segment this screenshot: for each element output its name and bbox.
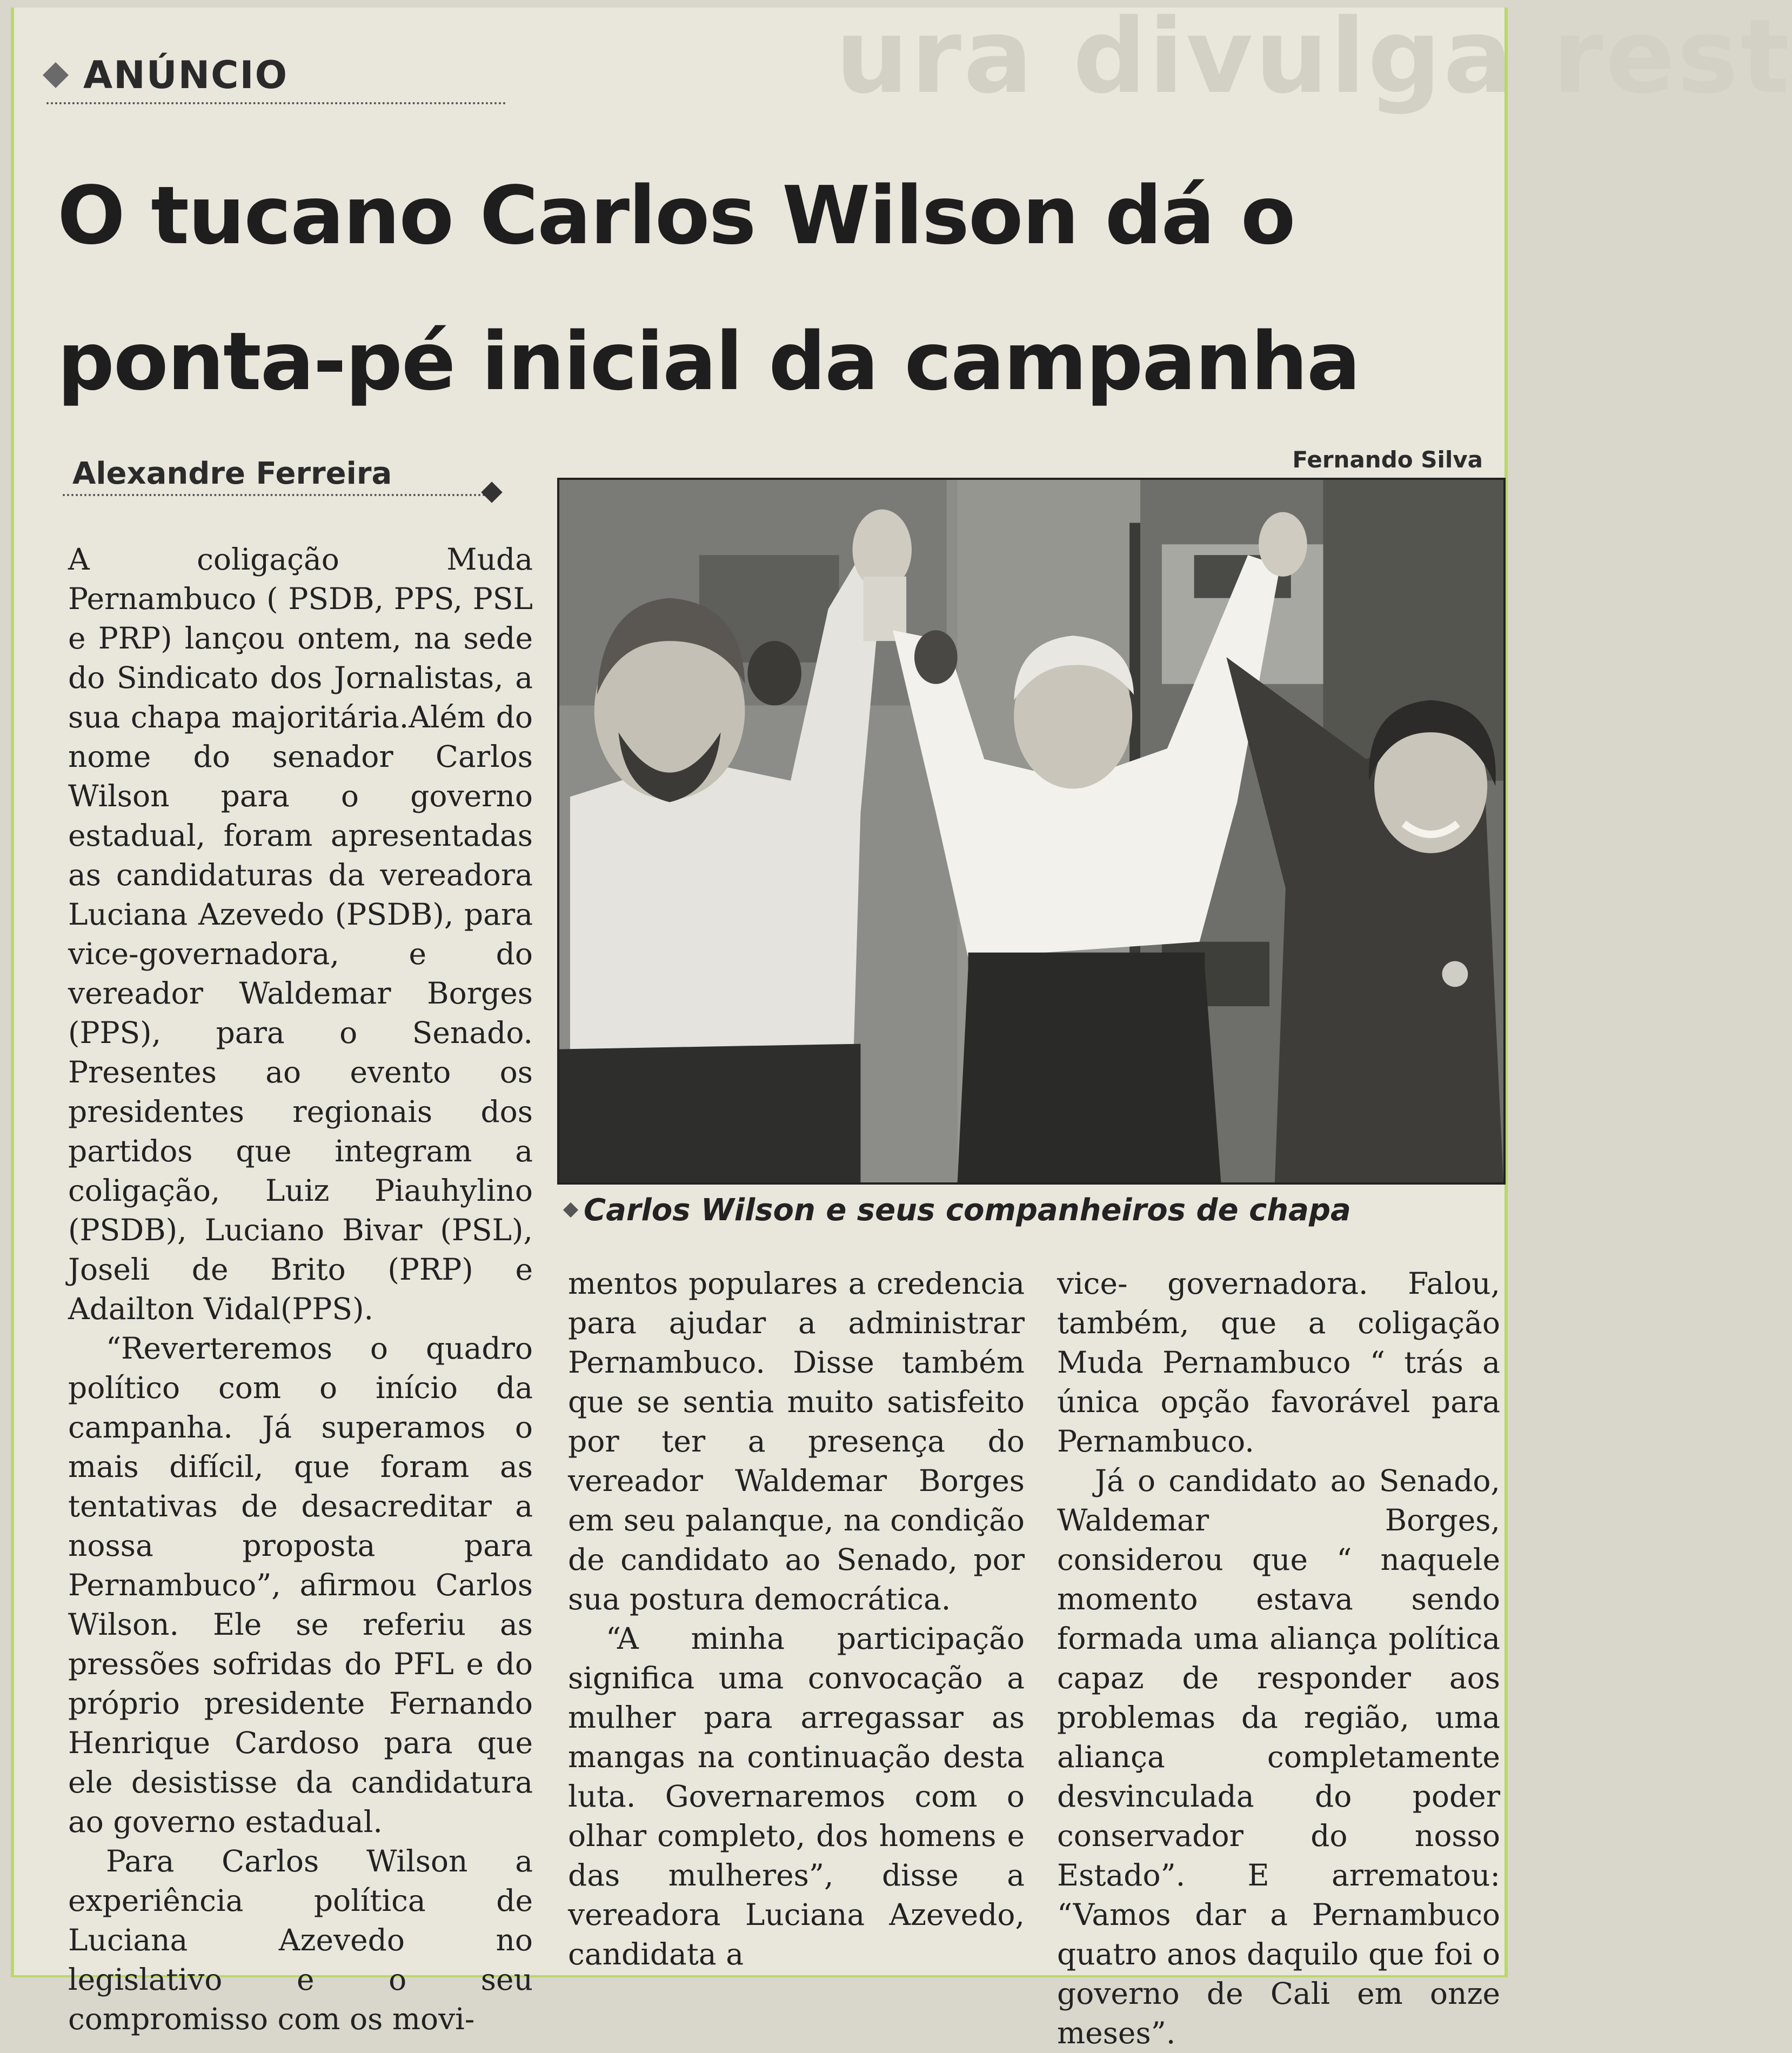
paragraph: vice- governadora. Falou, também, que a coligação Muda Pernambuco “ trás a única opção favorável para Pernambuco. bbox=[1057, 1266, 1500, 1459]
diamond-icon bbox=[563, 1202, 578, 1218]
diamond-icon bbox=[481, 482, 503, 503]
paragraph: mentos populares a credencia para ajudar a administrar Pernambuco. Disse também que se sentia muito satisfeito por ter a presença do vereador Waldemar Borges em seu palanque, na condição de candidato ao Senado, por sua postura democrática. bbox=[568, 1266, 1025, 1616]
paragraph: A coligação Muda Pernambuco ( PSDB, PPS, PSL e PRP) lançou ontem, na sede do Sindicato dos Jornalistas, a sua chapa majoritária.Além do nome do senador Carlos Wilson para o governo estadual, foram apresentadas as candidaturas da vereadora Luciana Azevedo (PSDB), para vice-governadora, e do vereador Waldemar Borges (PPS), para o Senado. Presentes ao evento os presidentes regionais dos partidos que integram a coligação, Luiz Piauhylino (PSDB), Luciano Bivar (PSL), Joseli de Brito (PRP) e Adailton Vidal(PPS). bbox=[68, 542, 533, 1326]
news-photo bbox=[557, 478, 1506, 1185]
photo-credit: Fernando Silva bbox=[1292, 446, 1483, 473]
article-column-3 bbox=[1057, 1264, 1500, 2053]
newspaper-clipping bbox=[11, 0, 1792, 2050]
paragraph: “Reverteremos o quadro político com o início da campanha. Já superamos o mais difícil, que foram as tentativas de desacreditar a nossa proposta para Pernambuco”, afirmou Carlos Wilson. Ele se referiu as pressões sofridas do PFL e do próprio presidente Fernando Henrique Cardoso para que ele desistisse da candidatura ao governo estadual. bbox=[68, 1331, 533, 1839]
section-label: ANÚNCIO bbox=[83, 53, 289, 97]
byline-author: Alexandre Ferreira bbox=[72, 456, 392, 491]
paragraph: Para Carlos Wilson a experiência política de Luciana Azevedo no legislativo e o seu compromisso com os movi- bbox=[68, 1844, 533, 2036]
photo-caption bbox=[565, 1186, 1351, 1234]
headline: O tucano Carlos Wilson dá o ponta-pé inicial da campanha bbox=[57, 169, 1360, 408]
diamond-icon bbox=[43, 62, 69, 88]
paragraph: Já o candidato ao Senado, Waldemar Borges, considerou que “ naquele momento estava sendo formada uma aliança política capaz de responder aos problemas da região, uma aliança completamente desvinculada do poder conservador do nosso Estado”. E arrematou: “Vamos dar a Pernambuco quatro anos daquilo que foi o governo de Cali em onze meses”. bbox=[1057, 1463, 1500, 2050]
photo-illustration bbox=[559, 480, 1503, 1182]
paragraph: “A minha participação significa uma convocação a mulher para arregassar as mangas na continuação desta luta. Governaremos com o olhar completo, dos homens e das mulheres”, disse a vereadora Luciana Azevedo, candidata a bbox=[568, 1621, 1025, 1971]
caption-text: Carlos Wilson e seus companheiros de chapa bbox=[584, 1192, 1351, 1228]
article-column-1 bbox=[68, 540, 533, 2039]
section-header bbox=[46, 45, 288, 105]
article-column-2 bbox=[568, 1264, 1025, 1974]
byline-divider bbox=[63, 494, 490, 496]
bleed-through-text: ura divulga rest bbox=[835, 0, 1792, 116]
section-divider bbox=[46, 102, 506, 104]
